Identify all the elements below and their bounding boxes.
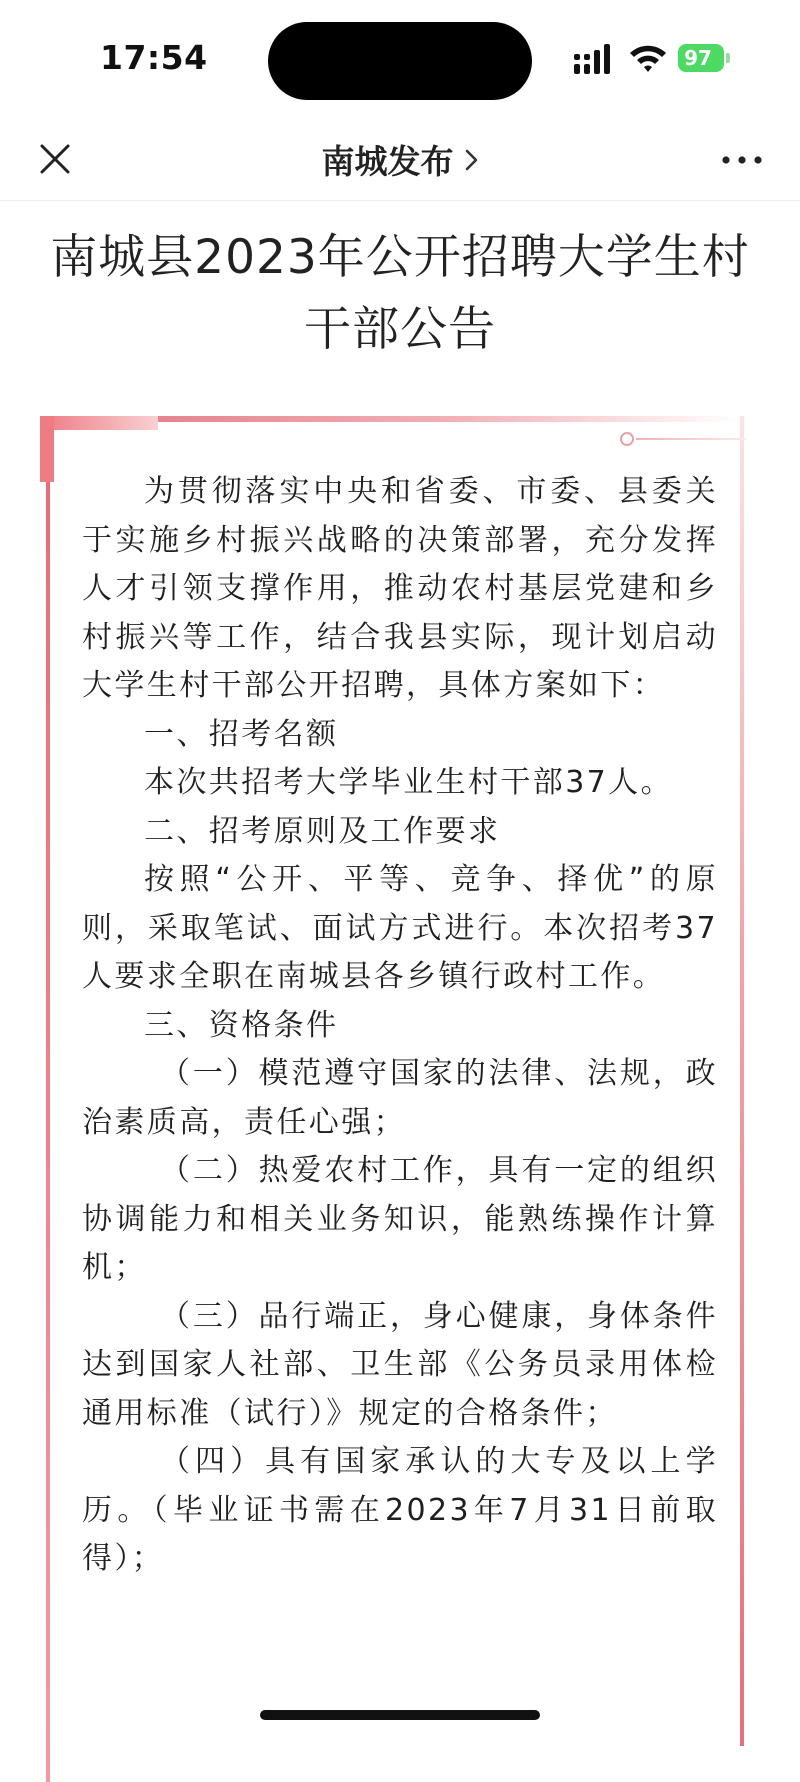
battery-tip [726, 53, 730, 63]
more-icon[interactable] [718, 138, 766, 180]
paragraph: 本次共招考大学毕业生村干部37人。 [144, 765, 673, 800]
paragraph: 按照“公开、平等、竞争、择优”的原则，采取笔试、面试方式进行。本次招考37人要求全职在南城县各乡镇行政村工作。 [82, 862, 718, 994]
status-bar [0, 0, 800, 118]
battery-level: 97 [684, 46, 712, 70]
list-item: （一）模范遵守国家的法律、法规，政治素质高，责任心强； [82, 1056, 718, 1140]
article-body [82, 468, 718, 1584]
article-title [40, 222, 760, 366]
paragraph-intro: 为贯彻落实中央和省委、市委、县委关于实施乡村振兴战略的决策部署，充分发挥人才引领支撑作用，推动农村基层党建和乡村振兴等工作，结合我县实际，现计划启动大学生村干部公开招聘，具体方案如下： [82, 474, 718, 703]
list-item: （二）热爱农村工作，具有一定的组织协调能力和相关业务知识，能熟练操作计算机； [82, 1153, 718, 1285]
section-heading: 一、招考名额 [144, 716, 339, 752]
nav-title: 南城发布 [321, 142, 454, 181]
frame-left-accent [40, 416, 54, 482]
battery-indicator [678, 44, 730, 72]
decorative-line [636, 438, 746, 440]
status-time: 17:54 [100, 38, 208, 77]
section-heading: 二、招考原则及工作要求 [144, 813, 501, 849]
article-title-line-2: 干部公告 [304, 302, 496, 357]
frame-corner-accent [40, 416, 158, 430]
article-title-line-1: 南城县2023年公开招聘大学生村 [50, 230, 750, 285]
wifi-icon [628, 42, 668, 74]
section-heading: 三、资格条件 [144, 1007, 339, 1043]
account-title-link[interactable] [0, 136, 800, 183]
list-item: （三）品行端正，身心健康，身体条件达到国家人社部、卫生部《公务员录用体检通用标准（试行）》规定的合格条件； [82, 1298, 718, 1431]
decorative-circle-icon [620, 432, 634, 446]
cellular-signal-icon [574, 44, 614, 74]
dynamic-island [268, 22, 532, 100]
nav-bar [0, 118, 800, 201]
chevron-right-icon [465, 148, 479, 172]
frame-left-border [46, 482, 50, 1782]
list-item: （四）具有国家承认的大专及以上学历。（毕业证书需在2023年7月31日前取得）； [82, 1444, 718, 1576]
frame-right-border [740, 416, 744, 1746]
home-indicator[interactable] [260, 1710, 540, 1720]
